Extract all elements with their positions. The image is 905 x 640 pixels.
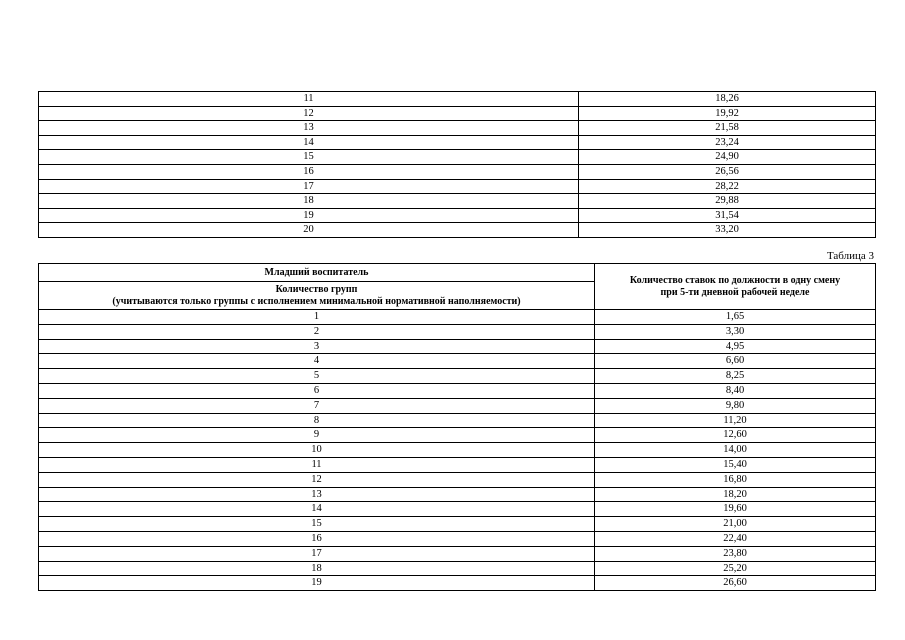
table-row [39,339,876,354]
continued-staffing-table [38,91,876,238]
groups-count-cell: 2 [39,324,595,339]
groups-count-cell: 17 [39,546,595,561]
staff-rate-cell: 9,80 [595,398,876,413]
staff-rate-cell: 26,56 [579,164,876,179]
staff-rate-cell: 8,40 [595,383,876,398]
table-3-caption: Таблица 3 [826,250,874,262]
table-row [39,517,876,532]
groups-count-cell: 15 [39,150,579,165]
table-row [39,135,876,150]
groups-count-cell: 14 [39,502,595,517]
table-row [39,92,876,107]
groups-count-cell: 9 [39,428,595,443]
groups-count-cell: 10 [39,443,595,458]
groups-count-cell: 12 [39,472,595,487]
staff-rate-cell: 21,00 [595,517,876,532]
groups-count-cell: 8 [39,413,595,428]
groups-count-cell: 18 [39,561,595,576]
groups-count-cell: 5 [39,369,595,384]
staff-rate-cell: 19,60 [595,502,876,517]
staff-rate-cell: 8,25 [595,369,876,384]
staff-rate-cell: 25,20 [595,561,876,576]
staff-rate-cell: 3,30 [595,324,876,339]
groups-count-cell: 15 [39,517,595,532]
staff-rate-cell: 1,65 [595,310,876,325]
table-row [39,502,876,517]
table-row [39,443,876,458]
groups-count-cell: 20 [39,223,579,238]
staff-rate-cell: 28,22 [579,179,876,194]
table-row [39,383,876,398]
table-row [39,324,876,339]
table-row [39,179,876,194]
groups-count-cell: 11 [39,457,595,472]
table-row [39,106,876,121]
groups-count-cell: 6 [39,383,595,398]
groups-count-cell: 16 [39,164,579,179]
staff-rate-cell: 14,00 [595,443,876,458]
groups-count-cell: 11 [39,92,579,107]
groups-count-cell: 7 [39,398,595,413]
table-row [39,354,876,369]
table-row [39,310,876,325]
staff-rate-cell: 12,60 [595,428,876,443]
staff-rate-cell: 23,24 [579,135,876,150]
table-row [39,457,876,472]
staff-rate-cell: 26,60 [595,576,876,591]
staff-rate-cell: 31,54 [579,208,876,223]
table-3 [38,263,876,591]
groups-count-cell: 19 [39,576,595,591]
header-groups-title: Количество групп [275,283,358,295]
table-3-header [39,264,876,310]
header-groups [39,282,595,310]
groups-count-cell: 18 [39,194,579,209]
header-rate [595,264,876,310]
header-rate-line-1: Количество ставок по должности в одну смену [629,274,841,286]
groups-count-cell: 19 [39,208,579,223]
table-row [39,576,876,591]
staff-rate-cell: 18,20 [595,487,876,502]
header-rate-line-2: при 5-ти дневной рабочей неделе [660,286,810,298]
staff-rate-cell: 22,40 [595,531,876,546]
staff-rate-cell: 29,88 [579,194,876,209]
staff-rate-cell: 6,60 [595,354,876,369]
table-row [39,369,876,384]
staff-rate-cell: 11,20 [595,413,876,428]
staff-rate-cell: 18,26 [579,92,876,107]
table-row [39,561,876,576]
table-row [39,428,876,443]
groups-count-cell: 1 [39,310,595,325]
groups-count-cell: 16 [39,531,595,546]
staff-rate-cell: 19,92 [579,106,876,121]
groups-count-cell: 14 [39,135,579,150]
table-row [39,208,876,223]
groups-count-cell: 13 [39,121,579,136]
groups-count-cell: 12 [39,106,579,121]
table-row [39,472,876,487]
continued-staffing-table-body [39,92,876,238]
staff-rate-cell: 23,80 [595,546,876,561]
staff-rate-cell: 33,20 [579,223,876,238]
staff-rate-cell: 15,40 [595,457,876,472]
groups-count-cell: 13 [39,487,595,502]
staff-rate-cell: 24,90 [579,150,876,165]
staff-rate-cell: 16,80 [595,472,876,487]
table-row [39,398,876,413]
staff-rate-cell: 4,95 [595,339,876,354]
groups-count-cell: 3 [39,339,595,354]
table-row [39,546,876,561]
header-position: Младший воспитатель [39,264,595,282]
table-row [39,487,876,502]
header-groups-note: (учитываются только группы с исполнением минимальной нормативной наполняемости) [112,295,521,307]
table-row [39,121,876,136]
table-row [39,194,876,209]
table-row [39,413,876,428]
table-3-body [39,310,876,591]
staff-rate-cell: 21,58 [579,121,876,136]
table-row [39,531,876,546]
table-row [39,223,876,238]
table-row [39,150,876,165]
table-row [39,164,876,179]
groups-count-cell: 4 [39,354,595,369]
groups-count-cell: 17 [39,179,579,194]
